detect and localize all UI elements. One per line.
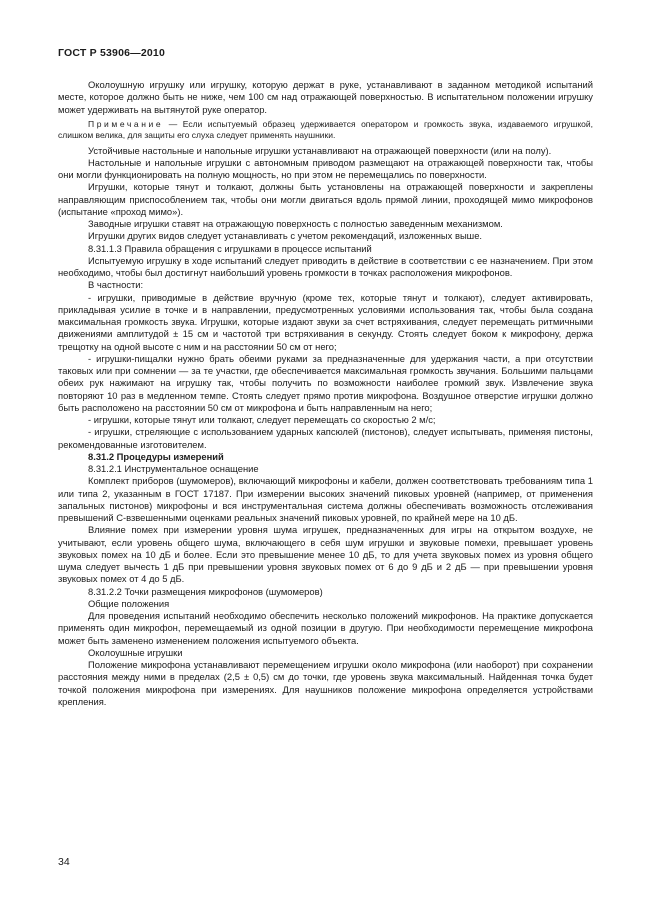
section-8-31-2-1-heading: 8.31.2.1 Инструментальное оснащение <box>88 463 259 475</box>
paragraph-self-powered-toys: Настольные и напольные игрушки с автономным приводом размещают на отражающей поверхности так, чтобы они могли функционировать на полную мощность, но при этом не перемещались по поверхности. <box>58 156 593 181</box>
subheading-general: Общие положения <box>88 597 170 609</box>
paragraph-background-noise: Влияние помех при измерении уровня шума игрушек, предназначенных для игры на открытом воздухе, не учитывают, если уровень общего шума, включающего в себя шум игрушки и звуковые помехи, превышает уровень звуковых помех на 10 дБ и более. Если это превышение менее 10 дБ, то для учета звуковых помех из уровня общего шума следует вычесть 1 дБ при превышении уровня звуковых помех от 6 до 9 дБ и 2 дБ — при превышении уровня звуковых помех от 4 до 5 дБ. <box>58 524 593 585</box>
paragraph-microphone-positions: Для проведения испытаний необходимо обеспечить несколько положений микрофонов. На практике допускается применять один микрофон, перемещаемый из одной позиции в другую. При необходимости перемещение микрофона может быть заменено изменением положения испытуемого объекта. <box>58 610 593 646</box>
paragraph-operation: Испытуемую игрушку в ходе испытаний следует приводить в действие в соответствии с ее назначением. При этом необходимо, чтобы был достигнут наибольший уровень громкости в точках расположения микрофонов. <box>58 254 593 279</box>
section-8-31-2-heading: 8.31.2 Процедуры измерений <box>88 450 224 462</box>
paragraph-hand-toy-placement: Околоушную игрушку или игрушку, которую держат в руке, устанавливают в заданном методикой испытаний месте, которое должно быть не ниже, чем 100 см над отражающей поверхностью. В испытательном положении игрушку может удерживать на вытянутой руке оператор. <box>58 79 593 115</box>
paragraph-stable-toys: Устойчивые настольные и напольные игрушки устанавливают на отражающей поверхности (или на полу). <box>88 144 552 156</box>
list-item-squeak-toys: - игрушки-пищалки нужно брать обеими руками за предназначенные для удержания части, а при отсутствии таковых или при сомнении — за те участки, где обеспечивается максимальная громкость звучания. Большими пальцами обеих рук нажимают на игрушку так, чтобы получить по возможности наиболее громкий звук. Извлечение звука повторяют 10 раз в медленном темпе. Стоять следует прямо против микрофона. Воздушное отверстие игрушки должно быть расположено на расстоянии 50 см от микрофона и быть направленным на него; <box>58 352 593 413</box>
list-item-manual-toys: - игрушки, приводимые в действие вручную (кроме тех, которые тянут и толкают), следует активировать, прикладывая усилие в точке и в направлении, предусмотренных условиями использования так, чтобы была создана максимальная громкость звука. Игрушки, которые издают звуки за счет встряхивания, следует перемещать ритмичными движениями амплитудой ± 15 см и частотой три встряхивания в секунду. Стоять следует боком к микрофону, держа трещотку на одной высоте с ним и на расстоянии 50 см от него; <box>58 291 593 352</box>
note-label: Примечание <box>88 118 164 129</box>
paragraph-in-particular: В частности: <box>88 279 144 291</box>
document-body <box>58 79 593 708</box>
page-number: 34 <box>58 856 70 868</box>
paragraph-push-pull-toys: Игрушки, которые тянут и толкают, должны быть установлены на отражающей поверхности и закреплены направляющим приспособлением так, чтобы они могли двигаться вдоль прямой линии, проходящей мимо микрофонов (испытание «проход мимо»). <box>58 181 593 217</box>
list-item-pull-toys: - игрушки, которые тянут или толкают, следует перемещать со скоростью 2 м/с; <box>88 414 436 426</box>
paragraph-microphone-placement: Положение микрофона устанавливают перемещением игрушки около микрофона (или наоборот) при сохранении расстояния между ними в пределах (2,5 ± 0,5) см до точки, где уровень звука максимальный. Найденная точка будет точкой положения микрофона при измерениях. Для наушников положение микрофона определяется устройствами крепления. <box>58 659 593 707</box>
section-8-31-2-2-heading: 8.31.2.2 Точки размещения микрофонов (шумомеров) <box>88 585 323 597</box>
list-item-cap-toys: - игрушки, стреляющие с использованием ударных капсюлей (пистонов), следует испытывать, применяя пистоны, рекомендованные изготовителем. <box>58 426 593 450</box>
paragraph-wind-up-toys: Заводные игрушки ставят на отражающую поверхность с полностью заведенным механизмом. <box>88 218 503 230</box>
subheading-near-ear-toys: Околоушные игрушки <box>88 646 183 658</box>
note-hearing-protection: Примечание — Если испытуемый образец удерживается оператором и громкость звука, издаваемого игрушкой, слишком велика, для защиты его слуха следует применять наушники. <box>58 118 593 141</box>
standard-header: ГОСТ Р 53906—2010 <box>58 47 166 59</box>
paragraph-other-toys: Игрушки других видов следует устанавливать с учетом рекомендаций, изложенных выше. <box>88 230 483 242</box>
section-8-31-1-3-heading: 8.31.1.3 Правила обращения с игрушками в процессе испытаний <box>88 242 372 254</box>
paragraph-instrumentation: Комплект приборов (шумомеров), включающий микрофоны и кабели, должен соответствовать требованиям типа 1 или типа 2, указанным в ГОСТ 17187. При измерении высоких значений пиковых уровней (например, от применения запальных пистонов) микрофоны и вся инструментальная система должны обеспечивать возможность отслеживания превышений C-взвешенными оценками реальных значений пиковых уровней, по крайней мере на 10 дБ. <box>58 475 593 524</box>
